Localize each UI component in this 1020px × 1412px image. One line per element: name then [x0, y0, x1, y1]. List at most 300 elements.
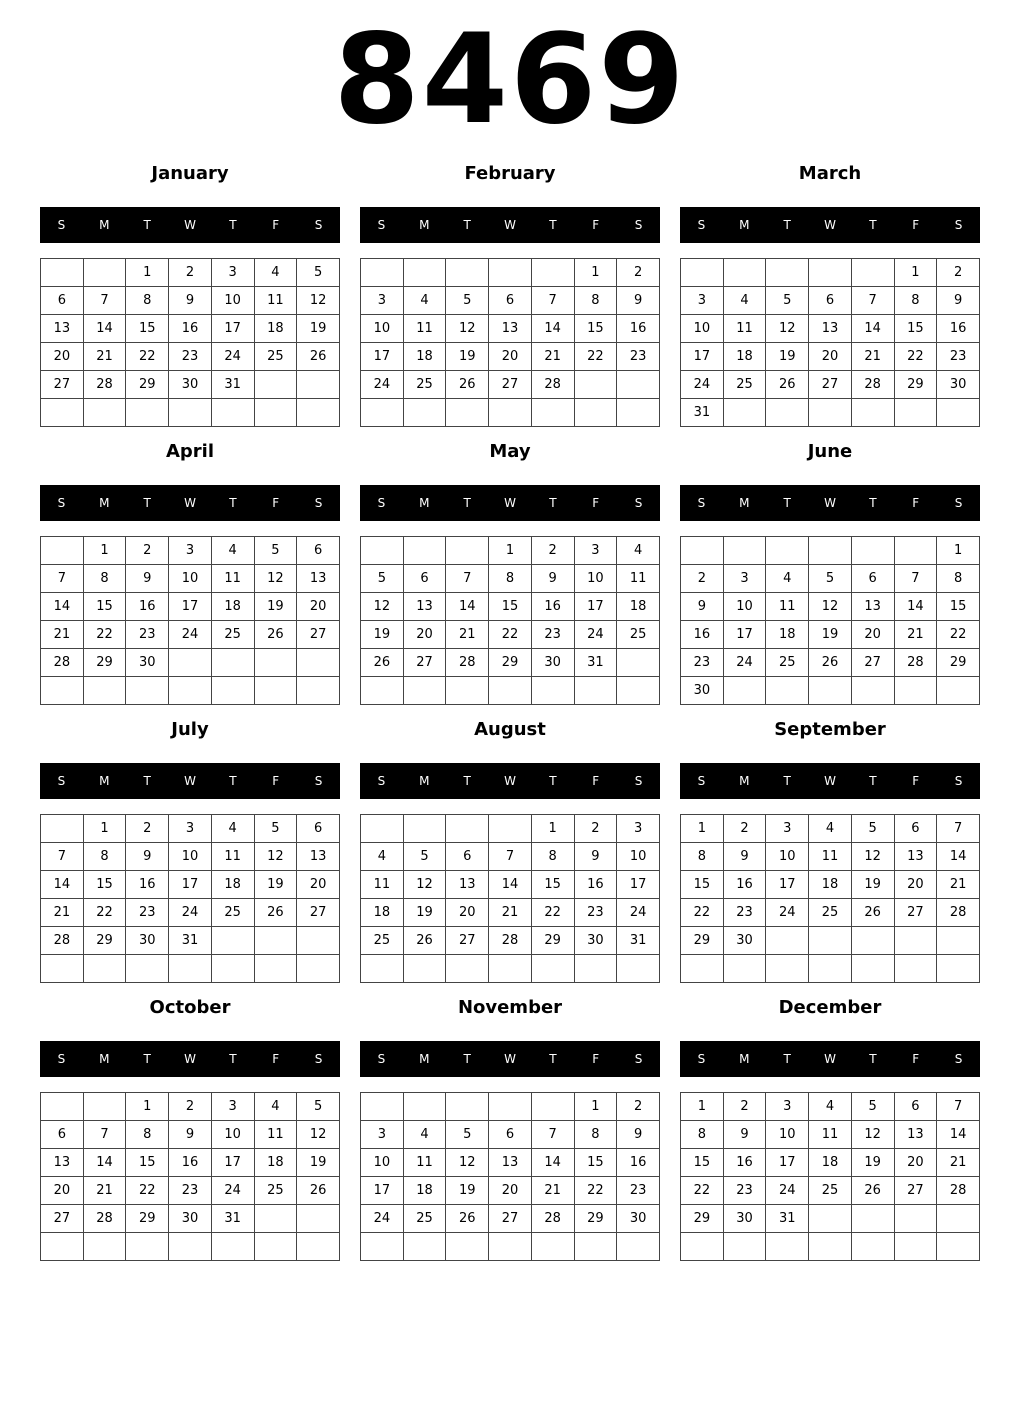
day-cell: 1: [83, 537, 126, 565]
day-cell: 29: [531, 927, 574, 955]
day-cell: 24: [766, 899, 809, 927]
day-cell: 17: [211, 315, 254, 343]
day-cell: 25: [211, 899, 254, 927]
day-cell: 26: [446, 1205, 489, 1233]
day-cell: 19: [851, 1149, 894, 1177]
day-cell: 9: [937, 287, 980, 315]
weekday-label: M: [739, 496, 750, 510]
empty-day-cell: [403, 537, 446, 565]
empty-day-cell: [809, 399, 852, 427]
week-row: [41, 1121, 340, 1149]
month-name: November: [457, 997, 563, 1018]
day-cell: 28: [41, 927, 84, 955]
empty-day-cell: [681, 537, 724, 565]
day-cell: 30: [937, 371, 980, 399]
day-cell: 19: [446, 343, 489, 371]
day-cell: 7: [489, 843, 532, 871]
day-cell: 27: [894, 899, 937, 927]
empty-day-cell: [297, 1205, 340, 1233]
day-cell: 26: [403, 927, 446, 955]
week-row: [361, 1093, 660, 1121]
week-row: [41, 815, 340, 843]
day-cell: 4: [403, 1121, 446, 1149]
day-cell: 18: [403, 343, 446, 371]
day-cell: 27: [894, 1177, 937, 1205]
week-row: [361, 537, 660, 565]
week-row: [41, 259, 340, 287]
empty-day-cell: [446, 259, 489, 287]
day-cell: 9: [126, 843, 169, 871]
day-cell: 21: [41, 621, 84, 649]
empty-day-cell: [403, 1233, 446, 1261]
empty-day-cell: [489, 259, 532, 287]
day-cell: 6: [446, 843, 489, 871]
weekday-label: S: [314, 774, 323, 788]
empty-day-cell: [403, 815, 446, 843]
day-cell: 19: [766, 343, 809, 371]
empty-day-cell: [574, 399, 617, 427]
day-grid: [40, 814, 340, 983]
month-name: February: [464, 163, 556, 184]
day-cell: 2: [617, 1093, 660, 1121]
week-row: [681, 677, 980, 705]
empty-day-cell: [766, 955, 809, 983]
day-cell: 2: [617, 259, 660, 287]
day-cell: 11: [723, 315, 766, 343]
empty-day-cell: [41, 1233, 84, 1261]
day-cell: 13: [403, 593, 446, 621]
week-row: [361, 649, 660, 677]
day-cell: 3: [766, 815, 809, 843]
empty-day-cell: [617, 677, 660, 705]
week-row: [681, 871, 980, 899]
day-cell: 11: [766, 593, 809, 621]
weekday-header: [40, 207, 340, 243]
empty-day-cell: [851, 927, 894, 955]
day-cell: 14: [83, 1149, 126, 1177]
day-cell: 4: [809, 1093, 852, 1121]
day-cell: 25: [809, 1177, 852, 1205]
week-row: [41, 593, 340, 621]
day-cell: 28: [41, 649, 84, 677]
empty-day-cell: [851, 537, 894, 565]
day-cell: 31: [574, 649, 617, 677]
day-cell: 28: [851, 371, 894, 399]
week-row: [41, 1149, 340, 1177]
week-row: [361, 955, 660, 983]
empty-day-cell: [723, 1233, 766, 1261]
weekday-header: [40, 485, 340, 521]
week-row: [681, 1121, 980, 1149]
day-cell: 15: [83, 871, 126, 899]
day-cell: 24: [681, 371, 724, 399]
weekday-label: T: [783, 774, 791, 788]
empty-day-cell: [851, 955, 894, 983]
day-cell: 29: [83, 649, 126, 677]
day-cell: 15: [894, 315, 937, 343]
day-cell: 19: [809, 621, 852, 649]
weekday-label: S: [57, 1052, 66, 1066]
empty-day-cell: [766, 399, 809, 427]
week-row: [681, 287, 980, 315]
weekday-label: F: [592, 218, 600, 232]
empty-day-cell: [489, 815, 532, 843]
day-cell: 21: [851, 343, 894, 371]
day-cell: 27: [41, 371, 84, 399]
day-cell: 18: [617, 593, 660, 621]
day-cell: 3: [766, 1093, 809, 1121]
day-cell: 29: [126, 1205, 169, 1233]
day-cell: 6: [41, 1121, 84, 1149]
weekday-label: T: [463, 1052, 471, 1066]
day-cell: 4: [766, 565, 809, 593]
day-cell: 5: [254, 537, 297, 565]
week-row: [361, 399, 660, 427]
day-cell: 24: [723, 649, 766, 677]
empty-day-cell: [211, 927, 254, 955]
empty-day-cell: [41, 955, 84, 983]
day-cell: 30: [126, 649, 169, 677]
day-cell: 4: [809, 815, 852, 843]
day-cell: 14: [41, 593, 84, 621]
week-row: [41, 287, 340, 315]
week-row: [41, 871, 340, 899]
day-cell: 21: [489, 899, 532, 927]
day-cell: 14: [83, 315, 126, 343]
empty-day-cell: [83, 1233, 126, 1261]
day-cell: 17: [169, 871, 212, 899]
day-cell: 23: [617, 343, 660, 371]
day-cell: 17: [723, 621, 766, 649]
day-cell: 20: [489, 1177, 532, 1205]
weekday-label: M: [99, 1052, 110, 1066]
day-cell: 6: [809, 287, 852, 315]
day-cell: 10: [766, 843, 809, 871]
day-cell: 10: [766, 1121, 809, 1149]
day-cell: 22: [681, 1177, 724, 1205]
weekday-label: F: [272, 496, 280, 510]
day-cell: 9: [681, 593, 724, 621]
weekday-label: S: [697, 1052, 706, 1066]
weekday-label: T: [463, 496, 471, 510]
empty-day-cell: [254, 955, 297, 983]
day-cell: 13: [851, 593, 894, 621]
weekday-label: T: [229, 774, 237, 788]
day-cell: 29: [894, 371, 937, 399]
day-cell: 31: [766, 1205, 809, 1233]
day-cell: 14: [937, 1121, 980, 1149]
weekday-label: S: [697, 774, 706, 788]
empty-day-cell: [809, 1233, 852, 1261]
day-cell: 17: [169, 593, 212, 621]
empty-day-cell: [617, 371, 660, 399]
day-cell: 6: [297, 537, 340, 565]
day-cell: 4: [403, 287, 446, 315]
day-cell: 18: [254, 315, 297, 343]
empty-day-cell: [361, 955, 404, 983]
day-cell: 13: [41, 1149, 84, 1177]
empty-day-cell: [937, 955, 980, 983]
day-cell: 8: [681, 843, 724, 871]
weekday-label: T: [143, 1052, 151, 1066]
empty-day-cell: [723, 537, 766, 565]
day-cell: 27: [403, 649, 446, 677]
empty-day-cell: [766, 677, 809, 705]
day-cell: 29: [574, 1205, 617, 1233]
day-cell: 21: [937, 871, 980, 899]
empty-day-cell: [446, 955, 489, 983]
weekday-label: M: [419, 774, 430, 788]
week-row: [41, 315, 340, 343]
day-cell: 19: [254, 871, 297, 899]
day-cell: 23: [723, 899, 766, 927]
empty-day-cell: [361, 537, 404, 565]
empty-day-cell: [851, 1233, 894, 1261]
day-cell: 16: [169, 1149, 212, 1177]
empty-day-cell: [894, 1233, 937, 1261]
day-cell: 21: [531, 1177, 574, 1205]
day-cell: 26: [254, 621, 297, 649]
day-cell: 10: [211, 287, 254, 315]
weekday-header: [680, 1041, 980, 1077]
empty-day-cell: [531, 955, 574, 983]
day-cell: 12: [851, 1121, 894, 1149]
day-cell: 13: [297, 843, 340, 871]
empty-day-cell: [937, 927, 980, 955]
weekday-label: T: [549, 496, 557, 510]
day-cell: 30: [531, 649, 574, 677]
empty-day-cell: [489, 677, 532, 705]
weekday-label: M: [739, 774, 750, 788]
empty-day-cell: [361, 1233, 404, 1261]
month-name: July: [171, 719, 209, 740]
empty-day-cell: [126, 955, 169, 983]
day-cell: 3: [169, 815, 212, 843]
empty-day-cell: [809, 537, 852, 565]
day-cell: 13: [41, 315, 84, 343]
empty-day-cell: [83, 677, 126, 705]
day-cell: 2: [126, 537, 169, 565]
day-cell: 14: [937, 843, 980, 871]
empty-day-cell: [766, 927, 809, 955]
day-cell: 25: [403, 1205, 446, 1233]
day-cell: 25: [617, 621, 660, 649]
day-cell: 3: [617, 815, 660, 843]
week-row: [681, 927, 980, 955]
day-cell: 17: [766, 871, 809, 899]
empty-day-cell: [297, 927, 340, 955]
day-grid: [360, 814, 660, 983]
empty-day-cell: [723, 955, 766, 983]
day-cell: 20: [894, 1149, 937, 1177]
weekday-label: F: [912, 218, 920, 232]
day-cell: 16: [617, 1149, 660, 1177]
day-cell: 7: [446, 565, 489, 593]
empty-day-cell: [83, 1093, 126, 1121]
day-cell: 20: [809, 343, 852, 371]
day-cell: 22: [531, 899, 574, 927]
day-cell: 19: [403, 899, 446, 927]
week-row: [361, 1233, 660, 1261]
weekday-label: T: [549, 774, 557, 788]
day-grid: [40, 536, 340, 705]
weekday-label: S: [377, 1052, 386, 1066]
day-cell: 7: [937, 1093, 980, 1121]
weekday-header: [680, 763, 980, 799]
day-cell: 3: [169, 537, 212, 565]
empty-day-cell: [489, 399, 532, 427]
day-cell: 17: [361, 1177, 404, 1205]
day-cell: 30: [617, 1205, 660, 1233]
weekday-label: F: [912, 496, 920, 510]
day-cell: 24: [766, 1177, 809, 1205]
day-cell: 19: [446, 1177, 489, 1205]
day-cell: 4: [211, 537, 254, 565]
day-cell: 5: [297, 259, 340, 287]
empty-day-cell: [894, 677, 937, 705]
week-row: [361, 315, 660, 343]
day-cell: 6: [489, 287, 532, 315]
day-cell: 14: [41, 871, 84, 899]
day-cell: 20: [41, 343, 84, 371]
day-cell: 31: [681, 399, 724, 427]
empty-day-cell: [41, 537, 84, 565]
empty-day-cell: [531, 1093, 574, 1121]
empty-day-cell: [297, 399, 340, 427]
day-cell: 19: [254, 593, 297, 621]
day-cell: 5: [809, 565, 852, 593]
empty-day-cell: [574, 677, 617, 705]
day-cell: 24: [574, 621, 617, 649]
month-name: April: [165, 441, 215, 462]
weekday-label: M: [99, 218, 110, 232]
weekday-label: T: [549, 218, 557, 232]
day-cell: 30: [169, 1205, 212, 1233]
day-cell: 23: [126, 899, 169, 927]
empty-day-cell: [681, 955, 724, 983]
empty-day-cell: [531, 259, 574, 287]
day-cell: 15: [681, 1149, 724, 1177]
day-cell: 24: [211, 343, 254, 371]
day-cell: 5: [851, 1093, 894, 1121]
day-cell: 7: [531, 1121, 574, 1149]
weekday-label: F: [272, 1052, 280, 1066]
empty-day-cell: [723, 399, 766, 427]
week-row: [361, 287, 660, 315]
day-cell: 9: [169, 287, 212, 315]
empty-day-cell: [361, 259, 404, 287]
weekday-label: W: [824, 218, 836, 232]
weekday-label: T: [783, 218, 791, 232]
empty-day-cell: [937, 1233, 980, 1261]
day-cell: 16: [681, 621, 724, 649]
weekday-label: S: [314, 1052, 323, 1066]
day-cell: 12: [254, 565, 297, 593]
day-cell: 6: [894, 1093, 937, 1121]
day-cell: 24: [361, 1205, 404, 1233]
day-cell: 7: [83, 1121, 126, 1149]
weekday-label: T: [229, 218, 237, 232]
day-cell: 25: [723, 371, 766, 399]
empty-day-cell: [41, 815, 84, 843]
weekday-label: W: [824, 496, 836, 510]
day-cell: 12: [361, 593, 404, 621]
day-cell: 6: [41, 287, 84, 315]
empty-day-cell: [809, 955, 852, 983]
weekday-label: S: [954, 774, 963, 788]
month-name: March: [798, 163, 862, 184]
empty-day-cell: [617, 955, 660, 983]
weekday-header: [680, 207, 980, 243]
day-cell: 6: [489, 1121, 532, 1149]
weekday-label: T: [229, 496, 237, 510]
empty-day-cell: [41, 1093, 84, 1121]
day-cell: 8: [83, 843, 126, 871]
day-cell: 20: [851, 621, 894, 649]
month-name: September: [774, 719, 886, 740]
day-cell: 19: [297, 1149, 340, 1177]
day-cell: 14: [851, 315, 894, 343]
day-cell: 3: [361, 1121, 404, 1149]
day-cell: 29: [681, 927, 724, 955]
day-cell: 13: [894, 1121, 937, 1149]
day-cell: 15: [531, 871, 574, 899]
empty-day-cell: [361, 1093, 404, 1121]
week-row: [681, 537, 980, 565]
empty-day-cell: [403, 259, 446, 287]
day-cell: 14: [489, 871, 532, 899]
empty-day-cell: [489, 1233, 532, 1261]
empty-day-cell: [361, 399, 404, 427]
day-cell: 3: [723, 565, 766, 593]
week-row: [361, 927, 660, 955]
day-cell: 19: [361, 621, 404, 649]
empty-day-cell: [809, 927, 852, 955]
day-cell: 29: [937, 649, 980, 677]
day-cell: 3: [211, 259, 254, 287]
day-cell: 10: [169, 843, 212, 871]
day-cell: 14: [531, 315, 574, 343]
day-cell: 23: [574, 899, 617, 927]
day-cell: 9: [126, 565, 169, 593]
day-cell: 11: [809, 843, 852, 871]
day-cell: 21: [83, 343, 126, 371]
day-cell: 20: [489, 343, 532, 371]
day-cell: 21: [41, 899, 84, 927]
day-cell: 12: [851, 843, 894, 871]
empty-day-cell: [894, 399, 937, 427]
day-cell: 22: [937, 621, 980, 649]
weekday-label: M: [739, 218, 750, 232]
empty-day-cell: [211, 955, 254, 983]
day-cell: 15: [574, 315, 617, 343]
day-cell: 13: [297, 565, 340, 593]
day-cell: 9: [723, 843, 766, 871]
week-row: [681, 259, 980, 287]
weekday-label: T: [463, 218, 471, 232]
month-name: August: [474, 719, 546, 740]
day-cell: 27: [41, 1205, 84, 1233]
empty-day-cell: [851, 1205, 894, 1233]
weekday-header: [360, 1041, 660, 1077]
empty-day-cell: [681, 1233, 724, 1261]
day-cell: 1: [894, 259, 937, 287]
empty-day-cell: [169, 399, 212, 427]
weekday-label: S: [954, 496, 963, 510]
day-cell: 21: [937, 1149, 980, 1177]
day-cell: 4: [361, 843, 404, 871]
empty-day-cell: [531, 1233, 574, 1261]
